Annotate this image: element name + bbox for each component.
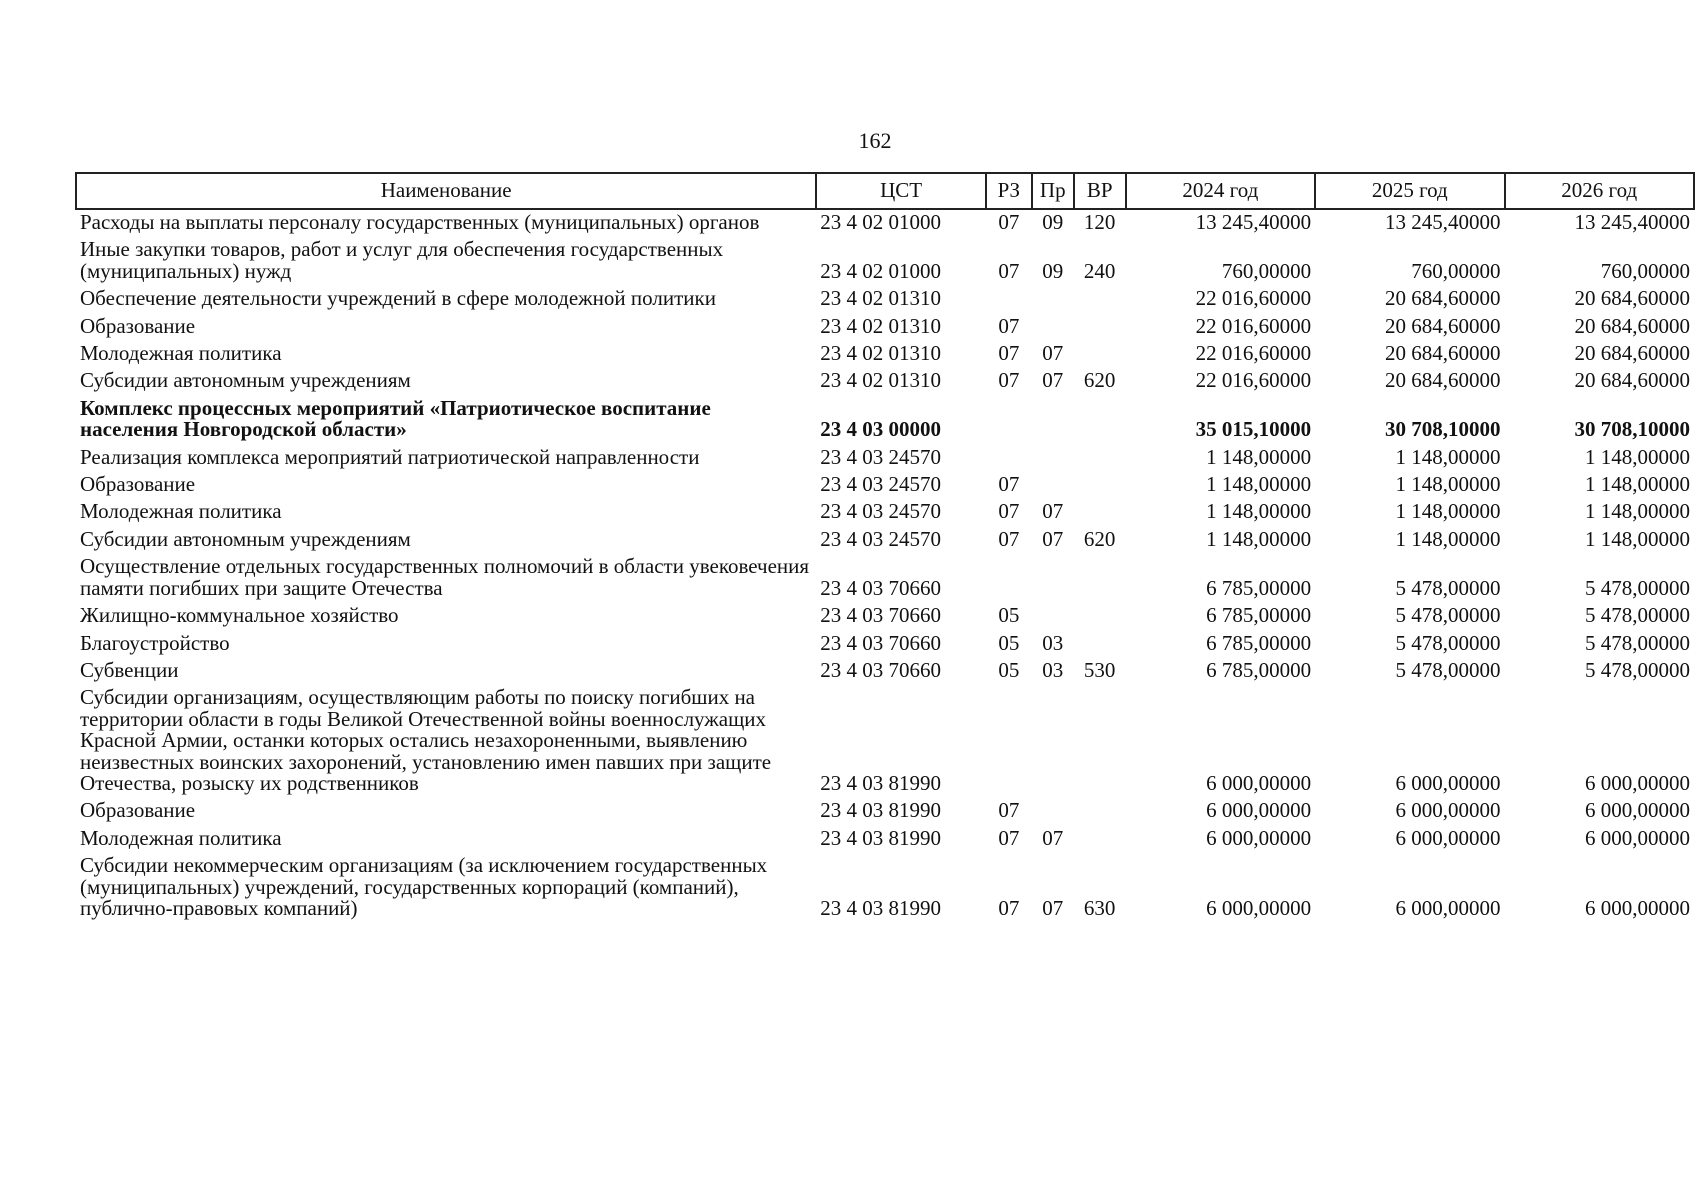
table-row <box>76 341 1694 368</box>
cell-2024: 1 148,00000 <box>1206 526 1312 551</box>
cell-vr <box>1074 685 1126 798</box>
cell-rz <box>986 554 1032 603</box>
cell-pr <box>1032 314 1074 341</box>
cell-2024: 1 148,00000 <box>1206 499 1312 524</box>
cell-2024: 22 016,60000 <box>1195 368 1312 393</box>
cell-cst: 23 4 03 24570 <box>820 499 942 524</box>
header-vr: ВР <box>1074 173 1126 209</box>
table-header-row <box>76 173 1694 209</box>
cell-rz: 05 <box>998 657 1020 682</box>
cell-rz: 07 <box>998 798 1020 823</box>
table-row <box>76 685 1694 798</box>
cell-cst: 23 4 03 70660 <box>820 575 942 600</box>
table-row <box>76 499 1694 526</box>
cell-2026: 1 148,00000 <box>1585 499 1690 524</box>
cell-rz: 07 <box>998 313 1020 338</box>
cell-2026: 5 478,00000 <box>1585 630 1690 655</box>
cell-cst: 23 4 02 01000 <box>820 258 942 283</box>
table-row <box>76 527 1694 554</box>
cell-vr: 620 <box>1083 526 1116 551</box>
cell-pr <box>1032 554 1074 603</box>
cell-vr <box>1074 314 1126 341</box>
cell-2025: 20 684,60000 <box>1385 368 1501 393</box>
cell-name: Комплекс процессных мероприятий «Патриотическое воспитание населения Новгородской области» <box>80 395 711 442</box>
header-cst: ЦСТ <box>816 173 986 209</box>
cell-2026: 5 478,00000 <box>1585 603 1690 628</box>
cell-cst: 23 4 03 70660 <box>820 657 942 682</box>
cell-cst: 23 4 03 70660 <box>820 630 942 655</box>
page-number: 162 <box>858 128 892 153</box>
cell-name: Жилищно-коммунальное хозяйство <box>80 603 399 628</box>
cell-name: Расходы на выплаты персоналу государственных (муниципальных) органов <box>80 210 760 234</box>
cell-rz: 05 <box>998 603 1020 628</box>
cell-2025: 1 148,00000 <box>1395 499 1501 524</box>
cell-rz: 07 <box>998 825 1020 850</box>
cell-pr: 03 <box>1042 657 1064 682</box>
cell-cst: 23 4 03 70660 <box>820 603 942 628</box>
cell-2024: 1 148,00000 <box>1206 472 1312 497</box>
cell-vr <box>1074 286 1126 313</box>
cell-rz: 07 <box>998 472 1020 497</box>
cell-name: Иные закупки товаров, работ и услуг для обеспечения государственных (муниципальных) нужд <box>80 237 724 283</box>
table-row <box>76 445 1694 472</box>
cell-2025: 20 684,60000 <box>1385 341 1501 366</box>
cell-2025: 13 245,40000 <box>1385 210 1501 234</box>
cell-name: Субсидии организациям, осуществляющим работы по поиску погибших на территории области в годы Великой Отечественной войны военнослужащих Красной Армии, останки которых остались незахороненными, выявлению неизвестных воинских захоронений, установлению имен павших при защите Отечества, розыску их родственников <box>80 685 772 795</box>
cell-rz: 07 <box>998 210 1020 234</box>
cell-pr <box>1032 472 1074 499</box>
table-row <box>76 314 1694 341</box>
cell-pr: 07 <box>1042 499 1064 524</box>
cell-rz: 07 <box>998 258 1020 283</box>
cell-vr: 620 <box>1083 368 1116 393</box>
cell-vr: 530 <box>1083 657 1116 682</box>
cell-cst: 23 4 03 81990 <box>820 770 942 795</box>
cell-cst: 23 4 03 00000 <box>820 417 942 442</box>
cell-2026: 6 000,00000 <box>1585 798 1690 823</box>
cell-pr <box>1032 685 1074 798</box>
cell-vr <box>1074 798 1126 825</box>
table-row <box>76 826 1694 853</box>
cell-2025: 1 148,00000 <box>1395 472 1501 497</box>
table-row <box>76 554 1694 603</box>
cell-2024: 1 148,00000 <box>1206 444 1312 469</box>
cell-2024: 6 785,00000 <box>1206 630 1312 655</box>
cell-2026: 5 478,00000 <box>1585 657 1690 682</box>
header-rz: РЗ <box>986 173 1032 209</box>
cell-cst: 23 4 03 24570 <box>820 526 942 551</box>
cell-pr: 09 <box>1042 210 1064 234</box>
cell-name: Субсидии некоммерческим организациям (за исключением государственных (муниципальных) учреждений, государственных корпораций (компаний), публично-правовых компаний) <box>80 853 768 920</box>
cell-pr <box>1032 286 1074 313</box>
cell-2024: 760,00000 <box>1221 258 1312 283</box>
cell-2025: 20 684,60000 <box>1385 313 1501 338</box>
cell-2024: 6 000,00000 <box>1206 825 1312 850</box>
cell-rz: 05 <box>998 630 1020 655</box>
cell-rz: 07 <box>998 526 1020 551</box>
cell-rz <box>986 396 1032 445</box>
cell-pr: 03 <box>1042 630 1064 655</box>
cell-vr: 120 <box>1083 210 1116 234</box>
cell-pr: 07 <box>1042 825 1064 850</box>
cell-rz: 07 <box>998 368 1020 393</box>
cell-2024: 13 245,40000 <box>1195 210 1312 234</box>
cell-2026: 20 684,60000 <box>1574 368 1690 393</box>
cell-pr <box>1032 798 1074 825</box>
cell-2025: 6 000,00000 <box>1395 798 1501 823</box>
cell-vr: 630 <box>1083 895 1116 920</box>
cell-2025: 5 478,00000 <box>1395 575 1501 600</box>
cell-2024: 6 785,00000 <box>1206 575 1312 600</box>
cell-2025: 760,00000 <box>1411 258 1501 283</box>
header-pr: Пр <box>1032 173 1074 209</box>
cell-cst: 23 4 02 01310 <box>820 368 942 393</box>
cell-pr <box>1032 603 1074 630</box>
cell-2026: 1 148,00000 <box>1585 526 1690 551</box>
cell-pr: 07 <box>1042 526 1064 551</box>
cell-pr <box>1032 445 1074 472</box>
cell-2024: 35 015,10000 <box>1195 417 1312 442</box>
cell-2025: 1 148,00000 <box>1395 526 1501 551</box>
cell-2024: 22 016,60000 <box>1195 341 1312 366</box>
table-row <box>76 631 1694 658</box>
cell-name: Благоустройство <box>80 630 230 655</box>
cell-name: Обеспечение деятельности учреждений в сфере молодежной политики <box>80 286 716 311</box>
cell-2025: 6 000,00000 <box>1395 770 1501 795</box>
cell-pr <box>1032 396 1074 445</box>
cell-2025: 30 708,10000 <box>1385 417 1501 442</box>
cell-vr <box>1074 554 1126 603</box>
cell-name: Образование <box>80 313 196 338</box>
cell-pr: 07 <box>1042 341 1064 366</box>
cell-name: Реализация комплекса мероприятий патриотической направленности <box>80 444 700 469</box>
cell-vr <box>1074 472 1126 499</box>
cell-2024: 6 000,00000 <box>1206 798 1312 823</box>
cell-rz: 07 <box>998 499 1020 524</box>
cell-pr: 07 <box>1042 368 1064 393</box>
cell-2026: 13 245,40000 <box>1574 210 1690 234</box>
table-row <box>76 658 1694 685</box>
table-row <box>76 209 1694 237</box>
table-body <box>76 209 1694 923</box>
cell-2025: 6 000,00000 <box>1395 825 1501 850</box>
header-2025: 2025 год <box>1315 173 1504 209</box>
cell-2024: 6 785,00000 <box>1206 603 1312 628</box>
cell-vr <box>1074 603 1126 630</box>
cell-vr <box>1074 341 1126 368</box>
cell-name: Осуществление отдельных государственных полномочий в области увековечения памяти погибших при защите Отечества <box>80 554 810 600</box>
cell-2024: 6 000,00000 <box>1206 770 1312 795</box>
cell-vr <box>1074 445 1126 472</box>
cell-2026: 20 684,60000 <box>1574 341 1690 366</box>
cell-cst: 23 4 03 24570 <box>820 472 942 497</box>
cell-2026: 6 000,00000 <box>1585 825 1690 850</box>
cell-cst: 23 4 02 01310 <box>820 341 942 366</box>
cell-pr: 09 <box>1042 258 1064 283</box>
cell-2026: 6 000,00000 <box>1585 895 1690 920</box>
cell-2025: 5 478,00000 <box>1395 657 1501 682</box>
cell-name: Образование <box>80 798 196 823</box>
cell-cst: 23 4 02 01310 <box>820 286 942 311</box>
cell-vr: 240 <box>1083 258 1116 283</box>
cell-2025: 1 148,00000 <box>1395 444 1501 469</box>
cell-2025: 5 478,00000 <box>1395 630 1501 655</box>
cell-2025: 5 478,00000 <box>1395 603 1501 628</box>
cell-2025: 20 684,60000 <box>1385 286 1501 311</box>
table-row <box>76 603 1694 630</box>
cell-2026: 20 684,60000 <box>1574 313 1690 338</box>
cell-2026: 20 684,60000 <box>1574 286 1690 311</box>
cell-cst: 23 4 02 01000 <box>820 210 942 234</box>
budget-table <box>75 172 1695 923</box>
table-row <box>76 286 1694 313</box>
cell-name: Молодежная политика <box>80 499 282 524</box>
cell-vr <box>1074 396 1126 445</box>
header-name: Наименование <box>76 173 816 209</box>
cell-rz: 07 <box>998 895 1020 920</box>
cell-vr <box>1074 631 1126 658</box>
cell-name: Молодежная политика <box>80 825 282 850</box>
table-row <box>76 368 1694 395</box>
cell-2024: 22 016,60000 <box>1195 286 1312 311</box>
cell-name: Молодежная политика <box>80 341 282 366</box>
cell-2026: 1 148,00000 <box>1585 472 1690 497</box>
header-2024: 2024 год <box>1126 173 1315 209</box>
cell-2024: 6 000,00000 <box>1206 895 1312 920</box>
table-row <box>76 396 1694 445</box>
cell-rz: 07 <box>998 341 1020 366</box>
cell-2024: 6 785,00000 <box>1206 657 1312 682</box>
cell-2026: 1 148,00000 <box>1585 444 1690 469</box>
cell-cst: 23 4 03 24570 <box>820 444 942 469</box>
cell-pr: 07 <box>1042 895 1064 920</box>
cell-cst: 23 4 02 01310 <box>820 313 942 338</box>
cell-cst: 23 4 03 81990 <box>820 895 942 920</box>
cell-vr <box>1074 826 1126 853</box>
cell-2026: 6 000,00000 <box>1585 770 1690 795</box>
cell-name: Субсидии автономным учреждениям <box>80 526 411 551</box>
header-2026: 2026 год <box>1505 173 1695 209</box>
cell-rz <box>986 445 1032 472</box>
cell-rz <box>986 286 1032 313</box>
table-row <box>76 853 1694 923</box>
cell-name: Субсидии автономным учреждениям <box>80 368 411 393</box>
cell-name: Субвенции <box>80 657 179 682</box>
cell-2026: 5 478,00000 <box>1585 575 1690 600</box>
cell-2026: 30 708,10000 <box>1574 417 1690 442</box>
cell-cst: 23 4 03 81990 <box>820 798 942 823</box>
table-row <box>76 472 1694 499</box>
cell-vr <box>1074 499 1126 526</box>
cell-2025: 6 000,00000 <box>1395 895 1501 920</box>
cell-cst: 23 4 03 81990 <box>820 825 942 850</box>
cell-2026: 760,00000 <box>1600 258 1690 283</box>
table-row <box>76 798 1694 825</box>
cell-name: Образование <box>80 472 196 497</box>
table-row <box>76 237 1694 286</box>
cell-2024: 22 016,60000 <box>1195 313 1312 338</box>
cell-rz <box>986 685 1032 798</box>
